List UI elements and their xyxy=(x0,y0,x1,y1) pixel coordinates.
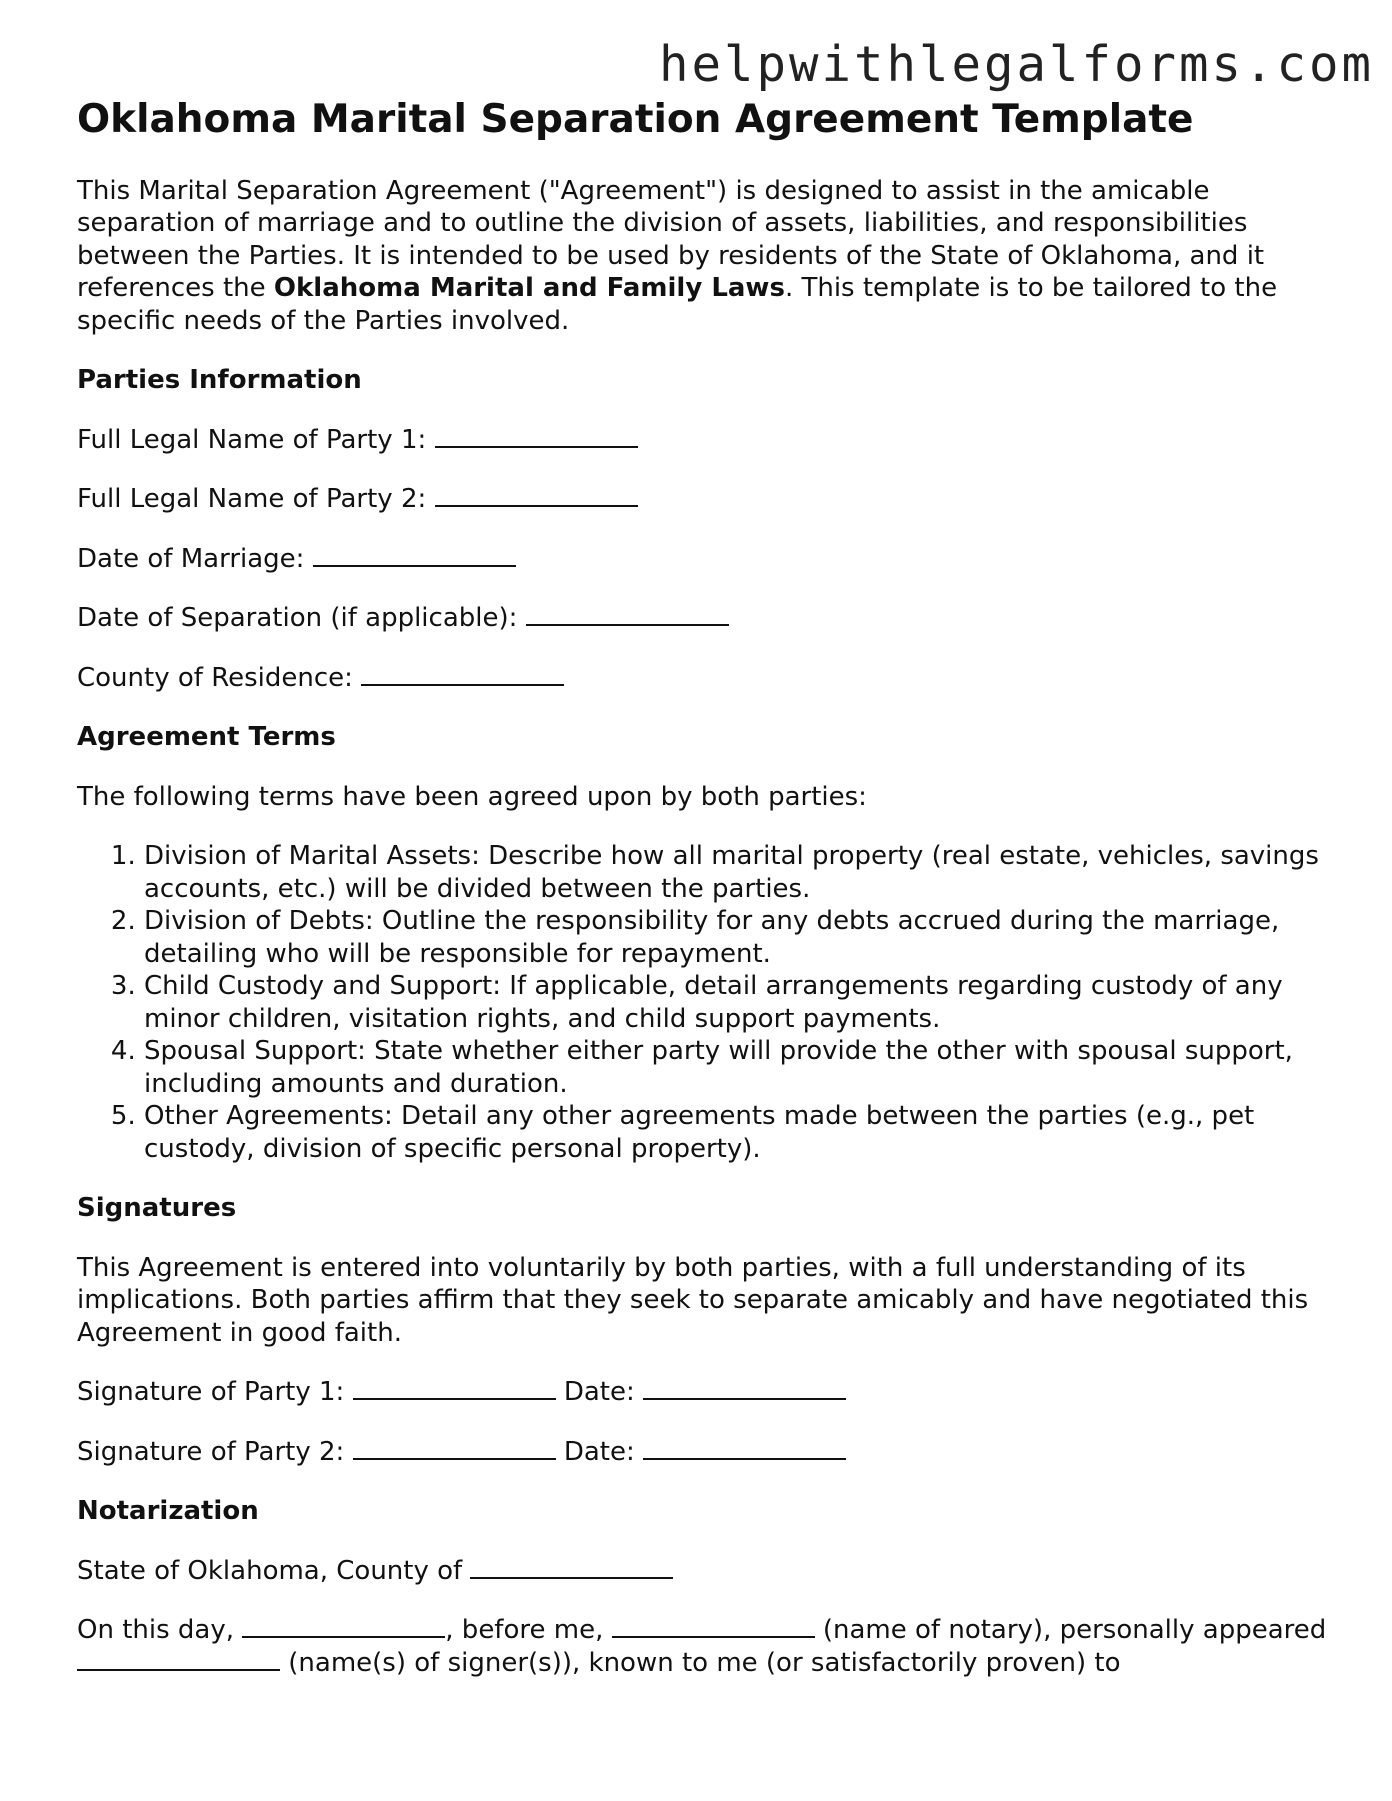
intro-law-reference: Oklahoma Marital and Family Laws xyxy=(273,273,785,304)
separation-date-field xyxy=(77,602,1327,635)
field-label: Full Legal Name of Party 1: xyxy=(77,424,427,455)
date-label: Date: xyxy=(563,1377,635,1408)
site-watermark: helpwithlegalforms.com xyxy=(658,36,1374,93)
signature-blank[interactable] xyxy=(353,1376,556,1400)
notarization-heading: Notarization xyxy=(77,1496,259,1527)
list-item: 2. Division of Debts: Outline the responsibility for any debts accrued during the marriage, detailing who will be responsible for repayment. xyxy=(144,905,1327,970)
list-item: 3. Child Custody and Support: If applicable, detail arrangements regarding custody of any minor children, visitation rights, and child support payments. xyxy=(144,970,1327,1035)
field-label: Date of Marriage: xyxy=(77,543,305,574)
blank-line[interactable] xyxy=(470,1555,673,1579)
field-label: County of Residence: xyxy=(77,662,353,693)
blank-line[interactable] xyxy=(313,543,516,567)
blank-line[interactable] xyxy=(361,662,564,686)
notary-text: (name(s) of signer(s)), known to me (or satisfactorily proven) to xyxy=(288,1647,1121,1678)
party2-signature-field xyxy=(77,1436,1327,1469)
list-item: 4. Spousal Support: State whether either party will provide the other with spousal support, including amounts and duration. xyxy=(144,1035,1327,1100)
intro-paragraph xyxy=(77,175,1327,338)
field-label: Signature of Party 2: xyxy=(77,1436,345,1467)
field-label: Date of Separation (if applicable): xyxy=(77,603,518,634)
terms-lead: The following terms have been agreed upon by both parties: xyxy=(77,781,867,812)
intro-text-before: This Marital Separation Agreement ("Agreement") is designed to assist in the amicable separation of marriage and to outline the division of assets, liabilities, and responsibilities between the Parties. It is intended to be used by residents of the State of Oklahoma, and it references the xyxy=(77,175,1265,304)
field-label: Signature of Party 1: xyxy=(77,1377,345,1408)
terms-heading: Agreement Terms xyxy=(77,722,336,753)
document-title: Oklahoma Marital Separation Agreement Template xyxy=(77,97,1194,142)
intro-text-after: . This template is to be tailored to the specific needs of the Parties involved. xyxy=(77,273,1278,336)
date-blank[interactable] xyxy=(643,1436,846,1460)
marriage-date-field xyxy=(77,543,1327,576)
list-item: 1. Division of Marital Assets: Describe how all marital property (real estate, vehicles, savings accounts, etc.) will be divided between the parties. xyxy=(144,840,1327,905)
date-label: Date: xyxy=(563,1436,635,1467)
county-residence-field xyxy=(77,662,1327,695)
blank-line[interactable] xyxy=(435,483,638,507)
signature-blank[interactable] xyxy=(353,1436,556,1460)
list-item: 5. Other Agreements: Detail any other agreements made between the parties (e.g., pet custody, division of specific personal property). xyxy=(144,1100,1327,1165)
signatures-heading: Signatures xyxy=(77,1193,237,1224)
notary-text: , before me, xyxy=(445,1615,604,1646)
day-blank[interactable] xyxy=(242,1614,445,1638)
notary-text: On this day, xyxy=(77,1615,235,1646)
signer-name-blank[interactable] xyxy=(77,1647,280,1671)
blank-line[interactable] xyxy=(435,424,638,448)
document-page xyxy=(77,96,1327,1706)
blank-line[interactable] xyxy=(526,602,729,626)
notary-text: (name of notary), personally appeared xyxy=(822,1615,1327,1646)
signatures-paragraph: This Agreement is entered into voluntarily by both parties, with a full understanding of its implications. Both parties affirm that they seek to separate amicably and have negotiated this Agreement in good faith. xyxy=(77,1252,1309,1348)
field-label: Full Legal Name of Party 2: xyxy=(77,484,427,515)
notary-county-field xyxy=(77,1555,1327,1588)
terms-list xyxy=(77,840,1327,1165)
party2-name-field xyxy=(77,483,1327,516)
date-blank[interactable] xyxy=(643,1376,846,1400)
parties-heading: Parties Information xyxy=(77,365,362,396)
notary-paragraph xyxy=(77,1614,1327,1679)
party1-signature-field xyxy=(77,1376,1327,1409)
party1-name-field xyxy=(77,424,1327,457)
field-label: State of Oklahoma, County of xyxy=(77,1555,463,1586)
notary-name-blank[interactable] xyxy=(612,1614,815,1638)
